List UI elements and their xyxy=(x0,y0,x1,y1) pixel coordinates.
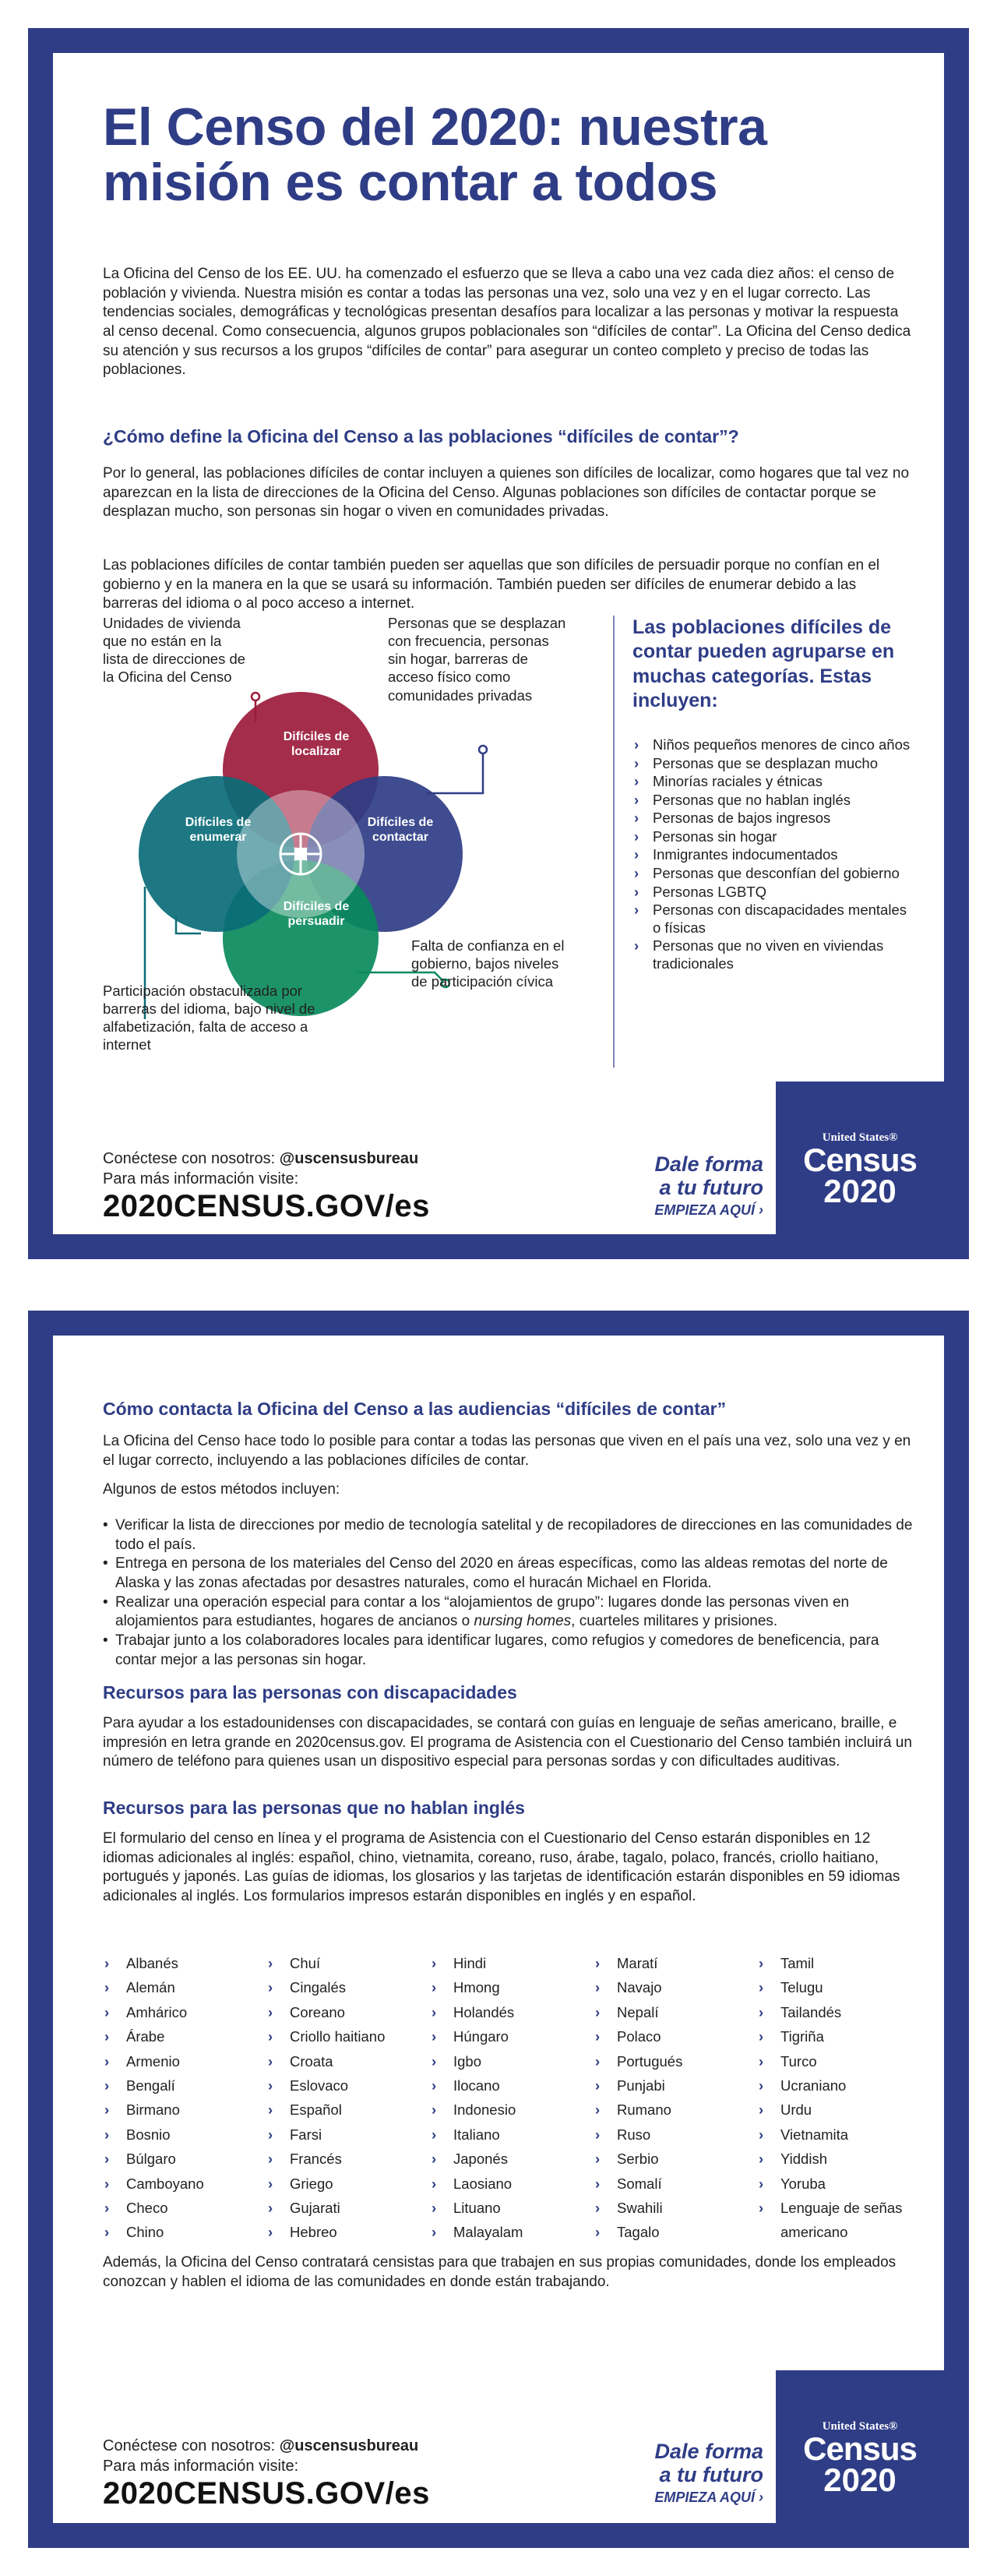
list-item: › Personas que no hablan inglés xyxy=(634,791,851,808)
chevron-right-icon: › xyxy=(634,846,639,863)
page-title: El Censo del 2020: nuestra misión es contar a todos xyxy=(103,97,767,213)
list-item: • Trabajar junto a los colaboradores locales para identificar lugares, como refugios y comedores de beneficencia, para contar mejor a las personas sin hogar. xyxy=(103,1632,913,1670)
language-item: › Lituano xyxy=(430,2196,594,2220)
language-item: › Camboyano xyxy=(103,2172,266,2196)
list-item: • Verificar la lista de direcciones por medio de tecnología satelital y de recopiladores de direcciones en las comunidades de todo el país. xyxy=(103,1516,913,1554)
social-handle-link[interactable]: @uscensusbureau xyxy=(279,2437,419,2454)
language-item: › Yiddish xyxy=(757,2147,921,2171)
venn-label-localizar: Difíciles de localizar xyxy=(283,730,350,759)
language-item: › Ilocano xyxy=(430,2073,594,2098)
chevron-right-icon: › xyxy=(104,2028,110,2045)
language-item: › Turco xyxy=(757,2049,921,2073)
categories-list xyxy=(632,736,913,972)
language-item: › Holandés xyxy=(430,2000,594,2024)
language-column xyxy=(266,1951,430,2245)
chevron-right-icon: › xyxy=(104,1955,110,1971)
disability-paragraph: Para ayudar a los estadounidenses con discapacidades, se contará con guías en lenguaje de señas americano, braille, e impresión en letra grande en 2020census.gov. El programa de Asistencia con el Cuestionario del Censo también incluirá un número de teléfono para quienes usan un dispositivo especial para personas sordas y con dificultades auditivas. xyxy=(103,1715,912,1770)
tagline: Dale forma a tu futuro EMPIEZA AQUÍ › xyxy=(654,1152,763,1219)
chevron-right-icon: › xyxy=(268,2101,273,2119)
chevron-right-icon: › xyxy=(104,2126,110,2143)
language-item: › Tagalo xyxy=(594,2220,757,2244)
language-item: › Ruso xyxy=(594,2123,757,2147)
language-item: › Serbio xyxy=(594,2147,757,2171)
page-one-content xyxy=(53,53,944,1234)
chevron-right-icon: › xyxy=(432,1979,437,1996)
chevron-right-icon: › xyxy=(432,2175,437,2192)
language-item: › Coreano xyxy=(266,2000,430,2024)
chevron-right-icon: › xyxy=(104,2003,110,2020)
chevron-right-icon: › xyxy=(759,1979,764,1996)
chevron-right-icon: › xyxy=(595,2052,601,2070)
list-item: › Minorías raciales y étnicas xyxy=(634,773,823,790)
language-item: › Amhárico xyxy=(103,2000,266,2024)
venn-label-persuadir: Difíciles de persuadir xyxy=(283,900,350,929)
language-item: › Lenguaje de señas xyxy=(757,2196,921,2220)
language-item: › Criollo haitiano xyxy=(266,2024,430,2048)
language-item: › Ucraniano xyxy=(757,2073,921,2098)
chevron-right-icon: › xyxy=(268,1955,273,1971)
chevron-right-icon: › xyxy=(759,2101,764,2119)
chevron-right-icon: › xyxy=(759,1202,763,1219)
language-item: › Francés xyxy=(266,2147,430,2171)
chevron-right-icon: › xyxy=(432,2028,437,2045)
chevron-right-icon: › xyxy=(104,2151,110,2168)
language-item: › Tigriña xyxy=(757,2024,921,2048)
chevron-right-icon: › xyxy=(268,2224,273,2241)
page-two-content xyxy=(53,1336,944,2523)
language-item: › Maratí xyxy=(594,1951,757,1975)
chevron-right-icon: › xyxy=(432,2052,437,2070)
chevron-right-icon: › xyxy=(759,2151,764,2168)
language-item: › Yoruba xyxy=(757,2172,921,2196)
list-item: • Entrega en persona de los materiales del Censo del 2020 en áreas específicas, como las aldeas remotas del norte de Alaska y las zonas afectadas por desastres naturales, como el huracán Michael en Florida. xyxy=(103,1554,913,1593)
language-item: › Checo xyxy=(103,2196,266,2220)
chevron-right-icon: › xyxy=(634,791,639,808)
language-item: › Eslovaco xyxy=(266,2073,430,2098)
chevron-right-icon: › xyxy=(104,2101,110,2119)
list-item: › Personas con discapacidades mentales o físicas xyxy=(634,902,907,936)
chevron-right-icon: › xyxy=(595,2003,601,2020)
languages-grid xyxy=(103,1951,921,2245)
chevron-right-icon: › xyxy=(595,1955,601,1971)
definition-paragraph-1: Por lo general, las poblaciones difíciles de contar incluyen a quienes son difíciles de localizar, como hogares que tal vez no aparezcan en la lista de direcciones de la Oficina del Censo. Algunas poblaciones son difíciles de contactar porque se desplazan mucho, son personas sin hogar o viven en comunidades privadas. xyxy=(103,465,910,520)
language-item: › Húngaro xyxy=(430,2024,594,2048)
list-item: › Personas sin hogar xyxy=(634,827,777,845)
language-paragraph: El formulario del censo en línea y el programa de Asistencia con el Cuestionario del Censo estarán disponibles en 12 idiomas adicionales al inglés: español, chino, vietnamita, coreano, ruso, árabe, tagalo, polaco, francés, criollo haitiano, portugués y japonés. Las guías de idiomas, los glosarios y las tarjetas de identificación estarán disponibles en 59 idiomas adicionales al inglés. Los formularios impresos estarán disponibles en inglés y en español. xyxy=(103,1830,900,1905)
language-item: › Vietnamita xyxy=(757,2123,921,2147)
language-item: › Armenio xyxy=(103,2049,266,2073)
language-item: › Gujarati xyxy=(266,2196,430,2220)
chevron-right-icon: › xyxy=(104,2224,110,2241)
categories-heading: Las poblaciones difíciles de contar pueden agruparse en muchas categorías. Estas incluyen: xyxy=(632,616,895,711)
chevron-right-icon: › xyxy=(595,2126,601,2143)
chevron-right-icon: › xyxy=(759,2126,764,2143)
language-item: › Malayalam xyxy=(430,2220,594,2244)
chevron-right-icon: › xyxy=(759,2003,764,2020)
language-item: › Albanés xyxy=(103,1951,266,1975)
language-item: › Nepalí xyxy=(594,2000,757,2024)
language-item: americano xyxy=(780,2224,848,2241)
chevron-right-icon: › xyxy=(595,2151,601,2168)
language-item: › Urdu xyxy=(757,2098,921,2122)
language-item: › Somalí xyxy=(594,2172,757,2196)
list-item: › Personas LGBTQ xyxy=(634,883,767,900)
chevron-right-icon: › xyxy=(634,773,639,790)
language-column xyxy=(103,1951,266,2245)
list-item: › Personas que no viven en viviendas tradicionales xyxy=(634,937,884,972)
list-item: • Realizar una operación especial para contar a los “alojamientos de grupo”: lugares donde las personas viven en alojamientos para estudiantes, hogares de ancianos o nursing homes, cuarteles militares y prisiones. xyxy=(103,1593,913,1632)
chevron-right-icon: › xyxy=(595,2199,601,2216)
tagline: Dale forma a tu futuro EMPIEZA AQUÍ › xyxy=(654,2440,763,2506)
language-item: › Hmong xyxy=(430,1975,594,1999)
census-logo: United States® Census 2020 xyxy=(776,1082,944,1234)
contact-paragraph: La Oficina del Censo hace todo lo posible para contar a todas las personas que viven en el país una vez, solo una vez y en el lugar correcto, incluyendo a las poblaciones difíciles de contar. xyxy=(103,1433,911,1469)
website-link[interactable]: 2020CENSUS.GOV/es xyxy=(103,1189,430,1223)
language-item: › Italiano xyxy=(430,2123,594,2147)
language-item: › Punjabi xyxy=(594,2073,757,2098)
language-heading: Recursos para las personas que no hablan inglés xyxy=(103,1798,525,1818)
chevron-right-icon: › xyxy=(634,827,639,845)
language-item: › Chuí xyxy=(266,1951,430,1975)
chevron-right-icon: › xyxy=(595,2077,601,2094)
census-logo: United States® Census 2020 xyxy=(776,2370,944,2523)
chevron-right-icon: › xyxy=(268,2028,273,2045)
closing-paragraph: Además, la Oficina del Censo contratará censistas para que trabajen en sus propias comunidades, donde los empleados conozcan y hablen el idioma de las comunidades en donde están trabajando. xyxy=(103,2254,897,2290)
list-item: › Personas que se desplazan mucho xyxy=(634,754,878,771)
chevron-right-icon: › xyxy=(268,2199,273,2216)
chevron-right-icon: › xyxy=(268,2175,273,2192)
chevron-right-icon: › xyxy=(268,1979,273,1996)
language-item: › Bengalí xyxy=(103,2073,266,2098)
categories-panel xyxy=(632,616,913,973)
methods-intro: Algunos de estos métodos incluyen: xyxy=(103,1481,340,1498)
chevron-right-icon: › xyxy=(432,2077,437,2094)
chevron-right-icon: › xyxy=(268,2126,273,2143)
language-item: › Hebreo xyxy=(266,2220,430,2244)
language-item: › Swahili xyxy=(594,2196,757,2220)
intro-paragraph: La Oficina del Censo de los EE. UU. ha comenzado el esfuerzo que se lleva a cabo una vez cada diez años: el censo de población y vivienda. Nuestra misión es contar a todas las personas una vez, solo una vez y en el lugar correcto. Las tendencias sociales, demográficas y tecnológicas presentan desafíos para localizar a las personas y motivar la respuesta al censo decenal. Como consecuencia, algunos grupos poblacionales son “difíciles de contar”. La Oficina del Censo dedica su atención y sus recursos a los grupos “difíciles de contar” para asegurar un conteo completo y preciso de todas las poblaciones. xyxy=(103,266,911,379)
chevron-right-icon: › xyxy=(268,2077,273,2094)
chevron-right-icon: › xyxy=(268,2151,273,2168)
connector-contactar xyxy=(427,753,483,793)
chevron-right-icon: › xyxy=(759,2028,764,2045)
chevron-right-icon: › xyxy=(634,754,639,771)
language-item: › Alemán xyxy=(103,1975,266,1999)
chevron-right-icon: › xyxy=(759,2175,764,2192)
chevron-right-icon: › xyxy=(759,2077,764,2094)
footer-connect: Conéctese con nosotros: @uscensusbureau Para más información visite: xyxy=(103,2437,419,2475)
note-enumerar: Participación obstaculizada por barreras del idioma, bajo nivel de alfabetización, falta de acceso a internet xyxy=(103,983,315,1053)
chevron-right-icon: › xyxy=(634,736,639,753)
chevron-right-icon: › xyxy=(268,2003,273,2020)
list-item: › Niños pequeños menores de cinco años xyxy=(634,736,911,753)
chevron-right-icon: › xyxy=(104,2199,110,2216)
language-item: › Tailandés xyxy=(757,2000,921,2024)
page-two-frame xyxy=(28,1311,969,2548)
language-item: › Español xyxy=(266,2098,430,2122)
chevron-right-icon: › xyxy=(268,2052,273,2070)
chevron-right-icon: › xyxy=(634,937,639,955)
note-persuadir: Falta de confianza en el gobierno, bajos niveles de participación cívica xyxy=(411,937,565,990)
chevron-right-icon: › xyxy=(432,2101,437,2119)
chevron-right-icon: › xyxy=(432,2126,437,2143)
chevron-right-icon: › xyxy=(595,2224,601,2241)
chevron-right-icon: › xyxy=(432,1955,437,1971)
chevron-right-icon: › xyxy=(759,2052,764,2070)
language-item: › Búlgaro xyxy=(103,2147,266,2171)
note-localizar: Unidades de vivienda que no están en la lista de direcciones de la Oficina del Censo xyxy=(103,615,246,686)
chevron-right-icon: › xyxy=(104,1979,110,1996)
language-item: › Telugu xyxy=(757,1975,921,1999)
chevron-right-icon: › xyxy=(595,2101,601,2119)
chevron-right-icon: › xyxy=(759,1955,764,1971)
methods-list xyxy=(103,1516,913,1671)
language-item: › Croata xyxy=(266,2049,430,2073)
question-heading: ¿Cómo define la Oficina del Censo a las poblaciones “difíciles de contar”? xyxy=(103,426,739,446)
language-item: › Birmano xyxy=(103,2098,266,2122)
list-item: › Personas que desconfían del gobierno xyxy=(634,864,900,881)
language-item: › Hindi xyxy=(430,1951,594,1975)
language-item: › Bosnio xyxy=(103,2123,266,2147)
chevron-right-icon: › xyxy=(634,864,639,881)
language-item: › Chino xyxy=(103,2220,266,2244)
page-one-frame xyxy=(28,28,969,1259)
language-item: › Navajo xyxy=(594,1975,757,1999)
chevron-right-icon: › xyxy=(634,883,639,900)
language-column xyxy=(594,1951,757,2245)
chevron-right-icon: › xyxy=(432,2003,437,2020)
chevron-right-icon: › xyxy=(634,902,639,919)
list-item: › Inmigrantes indocumentados xyxy=(634,846,838,863)
chevron-right-icon: › xyxy=(759,2199,764,2216)
website-link[interactable]: 2020CENSUS.GOV/es xyxy=(103,2476,430,2511)
language-item: › Rumano xyxy=(594,2098,757,2122)
list-item: › Personas de bajos ingresos xyxy=(634,810,831,827)
contact-heading: Cómo contacta la Oficina del Censo a las audiencias “difíciles de contar” xyxy=(103,1399,727,1419)
language-item: › Farsi xyxy=(266,2123,430,2147)
venn-label-contactar: Difíciles de contactar xyxy=(367,816,434,845)
column-divider xyxy=(613,616,615,1067)
language-item: › Griego xyxy=(266,2172,430,2196)
language-item: › Árabe xyxy=(103,2024,266,2048)
chevron-right-icon: › xyxy=(634,810,639,827)
venn-label-enumerar: Difíciles de enumerar xyxy=(185,816,252,845)
social-handle-link[interactable]: @uscensusbureau xyxy=(279,1150,419,1167)
language-item: › Laosiano xyxy=(430,2172,594,2196)
chevron-right-icon: › xyxy=(104,2077,110,2094)
definition-paragraph-2: Las poblaciones difíciles de contar también pueden ser aquellas que son difíciles de persuadir porque no confían en el gobierno y en la manera en la que se usará su información. También pueden ser difíciles de enumerar debido a las barreras del idioma o al poco acceso a internet. xyxy=(103,557,880,612)
chevron-right-icon: › xyxy=(432,2224,437,2241)
note-contactar: Personas que se desplazan con frecuencia, personas sin hogar, barreras de acceso físico como comunidades privadas xyxy=(388,615,566,704)
language-item: › Tamil xyxy=(757,1951,921,1975)
language-column xyxy=(430,1951,594,2245)
language-item: › Cingalés xyxy=(266,1975,430,1999)
footer-connect: Conéctese con nosotros: @uscensusbureau Para más información visite: xyxy=(103,1150,419,1187)
language-item: › Polaco xyxy=(594,2024,757,2048)
language-item: › Portugués xyxy=(594,2049,757,2073)
chevron-right-icon: › xyxy=(432,2151,437,2168)
chevron-right-icon: › xyxy=(595,2175,601,2192)
language-item: › Indonesio xyxy=(430,2098,594,2122)
language-column xyxy=(757,1951,921,2245)
chevron-right-icon: › xyxy=(595,2028,601,2045)
chevron-right-icon: › xyxy=(432,2199,437,2216)
disability-heading: Recursos para las personas con discapacidades xyxy=(103,1682,517,1703)
language-item: › Igbo xyxy=(430,2049,594,2073)
chevron-right-icon: › xyxy=(759,2490,763,2506)
chevron-right-icon: › xyxy=(595,1979,601,1996)
chevron-right-icon: › xyxy=(104,2175,110,2192)
chevron-right-icon: › xyxy=(104,2052,110,2070)
language-item: › Japonés xyxy=(430,2147,594,2171)
